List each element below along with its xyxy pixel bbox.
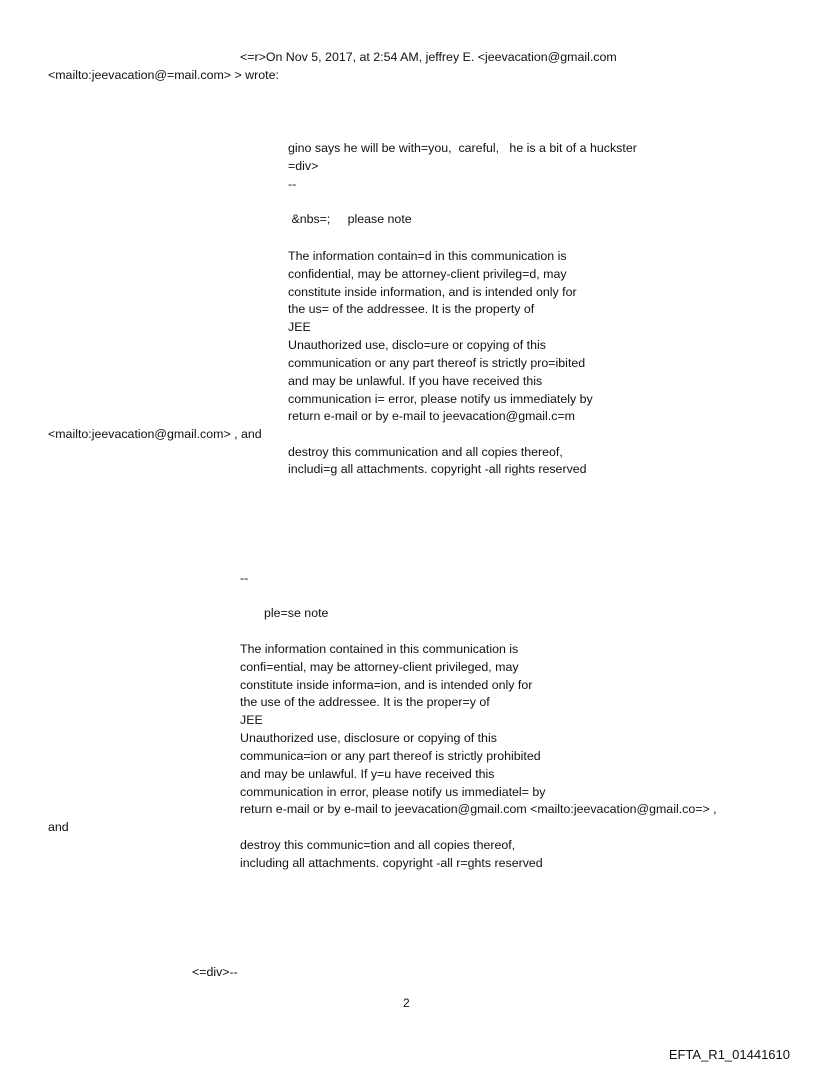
disclaimer-line: return e-mail or by e-mail to jeevacation@gmail.com <mailto:jeevacation@gmail.co=> , — [240, 802, 717, 816]
email-header-mailto: <mailto:jeevacation@=mail.com> > wrote: — [48, 68, 279, 82]
disclaimer-line: Unauthorized use, disclosure or copying of this — [240, 731, 497, 745]
disclaimer-line: The information contained in this communication is — [240, 642, 519, 656]
disclaimer-line: communication i= error, please notify us immediately by — [288, 392, 593, 406]
document-id: EFTA_R1_01441610 — [668, 1047, 790, 1062]
disclaimer-line: constitute inside information, and is intended only for — [288, 285, 577, 299]
disclaimer-line: confi=ential, may be attorney-client privileged, may — [240, 660, 519, 674]
disclaimer-line: JEE — [240, 713, 263, 727]
disclaimer-line: communication or any part thereof is strictly pro=ibited — [288, 356, 586, 370]
message-line: =div> — [288, 159, 319, 173]
disclaimer-line: the us= of the addressee. It is the property of — [288, 302, 535, 316]
disclaimer-line: JEE — [288, 320, 311, 334]
closing-div: <=div>-- — [192, 965, 238, 979]
disclaimer-line: includi=g all attachments. copyright -all rights reserved — [288, 462, 587, 476]
message-line: gino says he will be with=you, careful, he is a bit of a huckster — [288, 141, 637, 155]
disclaimer-line: and may be unlawful. If you have received this — [288, 374, 543, 388]
disclaimer-line: including all attachments. copyright -all r=ghts reserved — [240, 856, 543, 870]
please-note: ple=se note — [264, 606, 329, 620]
disclaimer-line: the use of the addressee. It is the proper=y of — [240, 695, 490, 709]
please-note: &nbs=; please note — [288, 212, 412, 226]
separator: -- — [288, 177, 297, 191]
mailto-line: <mailto:jeevacation@gmail.com> , and — [48, 427, 262, 441]
disclaimer-line: Unauthorized use, disclo=ure or copying of this — [288, 338, 546, 352]
email-header-line: <=r>On Nov 5, 2017, at 2:54 AM, jeffrey E. <jeevacation@gmail.com — [240, 50, 617, 64]
disclaimer-line: and may be unlawful. If y=u have received this — [240, 767, 495, 781]
disclaimer-line: confidential, may be attorney-client privileg=d, may — [288, 267, 567, 281]
disclaimer-line: constitute inside informa=ion, and is intended only for — [240, 678, 533, 692]
disclaimer-line: return e-mail or by e-mail to jeevacation@gmail.c=m — [288, 409, 575, 423]
disclaimer-line: communica=ion or any part thereof is strictly prohibited — [240, 749, 541, 763]
disclaimer-line: destroy this communic=tion and all copies thereof, — [240, 838, 516, 852]
disclaimer-line: The information contain=d in this communication is — [288, 249, 567, 263]
disclaimer-line: communication in error, please notify us immediatel= by — [240, 785, 546, 799]
page-number: 2 — [403, 996, 410, 1010]
and-line: and — [48, 820, 69, 834]
separator: -- — [240, 571, 249, 585]
disclaimer-line: destroy this communication and all copies thereof, — [288, 445, 563, 459]
